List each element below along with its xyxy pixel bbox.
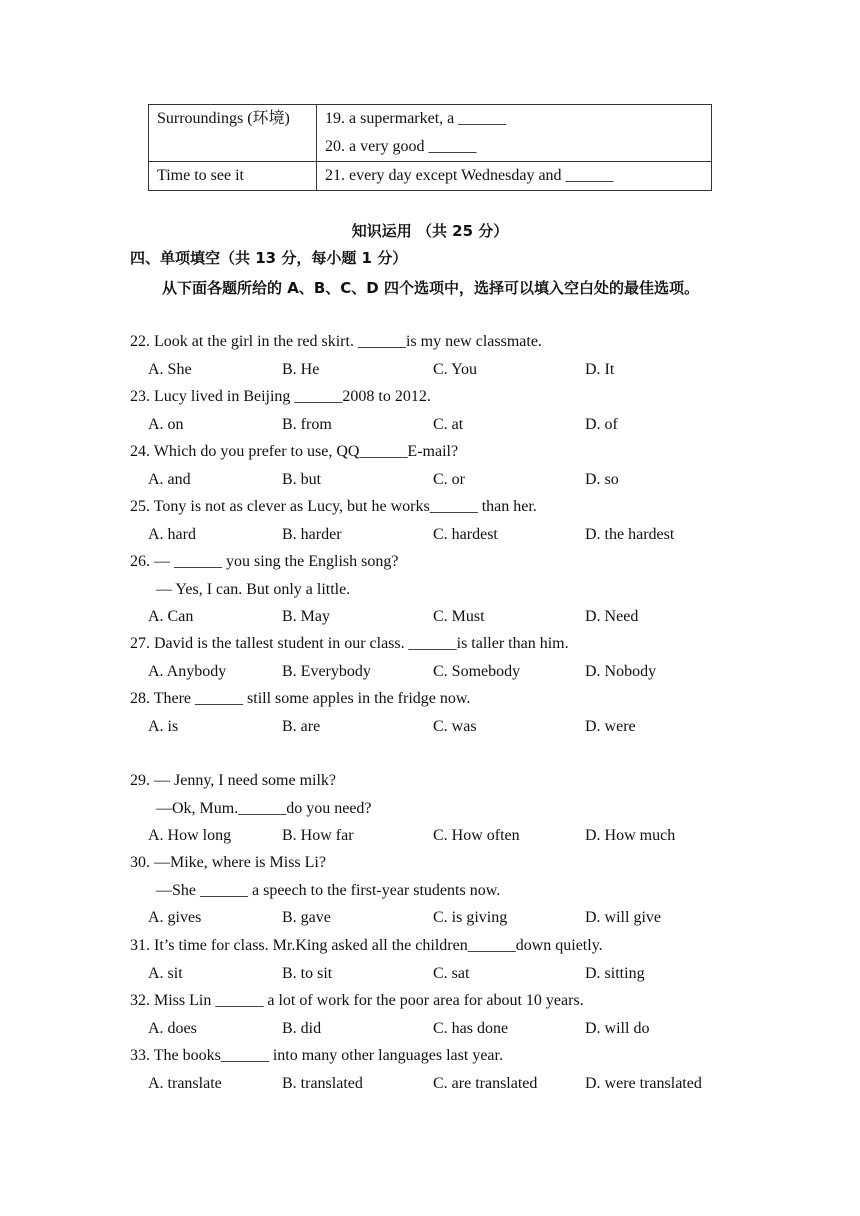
question-stem: 28. There ______ still some apples in the fridge now.	[130, 690, 471, 707]
options-row	[148, 716, 748, 738]
options-row	[148, 469, 748, 491]
option-c: C. Somebody	[433, 662, 521, 680]
question-stem: 23. Lucy lived in Beijing ______2008 to 2012.	[130, 388, 431, 405]
options-row	[148, 963, 748, 985]
options-row	[148, 907, 748, 929]
question-reply: —She ______ a speech to the first-year students now.	[156, 881, 501, 899]
option-b: B. He	[282, 360, 320, 378]
option-d: D. of	[585, 415, 618, 433]
table-value-line: 19. a supermarket, a ______	[325, 110, 507, 127]
options-row	[148, 1073, 748, 1095]
option-b: B. May	[282, 608, 330, 625]
option-b: B. gave	[282, 909, 331, 926]
table-label: Time to see it	[149, 162, 317, 191]
option-d: D. will do	[585, 1019, 650, 1037]
option-c: C. hardest	[433, 525, 498, 543]
option-a: A. and	[148, 470, 191, 488]
option-c: C. Must	[433, 608, 485, 625]
options-row	[148, 414, 748, 436]
table-value	[317, 105, 712, 162]
table-row	[149, 162, 712, 191]
table-value-line: 20. a very good ______	[325, 138, 477, 155]
options-row	[148, 359, 748, 381]
option-c: C. is giving	[433, 909, 508, 926]
option-c: C. was	[433, 717, 477, 735]
question-stem: 24. Which do you prefer to use, QQ______E-mail?	[130, 443, 459, 460]
option-d: D. Need	[585, 608, 639, 625]
option-c: C. at	[433, 415, 464, 433]
question-reply: —Ok, Mum.______do you need?	[156, 799, 372, 817]
option-d: D. sitting	[585, 964, 645, 982]
option-a: A. Anybody	[148, 662, 227, 680]
option-c: C. are translated	[433, 1074, 538, 1092]
option-b: B. translated	[282, 1074, 363, 1092]
option-a: A. How long	[148, 827, 232, 844]
option-c: C. or	[433, 470, 465, 488]
table-value-line: 21. every day except Wednesday and ______	[325, 167, 614, 184]
info-table	[148, 104, 712, 191]
question-stem: 25. Tony is not as clever as Lucy, but he works______ than her.	[130, 498, 537, 515]
option-c: C. How often	[433, 827, 520, 844]
option-b: B. to sit	[282, 964, 333, 982]
option-d: D. It	[585, 360, 615, 378]
option-d: D. Nobody	[585, 662, 657, 680]
option-a: A. on	[148, 415, 184, 433]
option-d: D. were	[585, 717, 636, 735]
question-stem: 33. The books______ into many other languages last year.	[130, 1047, 503, 1064]
option-d: D. were translated	[585, 1074, 702, 1092]
options-row	[148, 1018, 748, 1040]
option-a: A. gives	[148, 909, 202, 926]
option-c: C. has done	[433, 1019, 509, 1037]
question-reply: — Yes, I can. But only a little.	[156, 580, 351, 598]
section-title: 知识运用 （共 25 分）	[351, 222, 509, 240]
option-c: C. sat	[433, 964, 470, 982]
option-a: A. She	[148, 360, 192, 378]
question-stem: 27. David is the tallest student in our class. ______is taller than him.	[130, 635, 569, 652]
options-row	[148, 661, 748, 683]
question-stem: 32. Miss Lin ______ a lot of work for the poor area for about 10 years.	[130, 992, 584, 1009]
option-b: B. but	[282, 470, 322, 488]
table-row	[149, 105, 712, 162]
option-d: D. will give	[585, 909, 661, 926]
option-b: B. harder	[282, 525, 342, 543]
option-b: B. are	[282, 717, 321, 735]
option-a: A. sit	[148, 964, 183, 982]
question-stem: 31. It’s time for class. Mr.King asked all the children______down quietly.	[130, 937, 603, 954]
option-b: B. did	[282, 1019, 322, 1037]
option-d: D. so	[585, 470, 619, 488]
option-a: A. Can	[148, 608, 194, 625]
question-stem: 26. — ______ you sing the English song?	[130, 553, 399, 570]
option-d: D. the hardest	[585, 525, 675, 543]
options-row	[148, 606, 748, 628]
question-stem: 22. Look at the girl in the red skirt. ______is my new classmate.	[130, 333, 542, 350]
question-stem: 30. —Mike, where is Miss Li?	[130, 854, 326, 871]
option-b: B. How far	[282, 827, 354, 844]
table-value	[317, 162, 712, 191]
question-stem: 29. — Jenny, I need some milk?	[130, 772, 337, 789]
table-label: Surroundings (环境)	[149, 105, 317, 162]
instruction-text: 从下面各题所给的 A、B、C、D 四个选项中，选择可以填入空白处的最佳选项。	[162, 279, 699, 297]
option-a: A. does	[148, 1019, 197, 1037]
option-a: A. translate	[148, 1074, 222, 1092]
option-b: B. from	[282, 415, 332, 433]
option-c: C. You	[433, 360, 478, 378]
option-d: D. How much	[585, 827, 676, 844]
option-a: A. hard	[148, 525, 196, 543]
options-row	[148, 825, 748, 847]
option-a: A. is	[148, 717, 179, 735]
option-b: B. Everybody	[282, 662, 371, 680]
section-heading: 四、单项填空（共 13 分，每小题 1 分）	[130, 249, 408, 267]
options-row	[148, 524, 748, 546]
